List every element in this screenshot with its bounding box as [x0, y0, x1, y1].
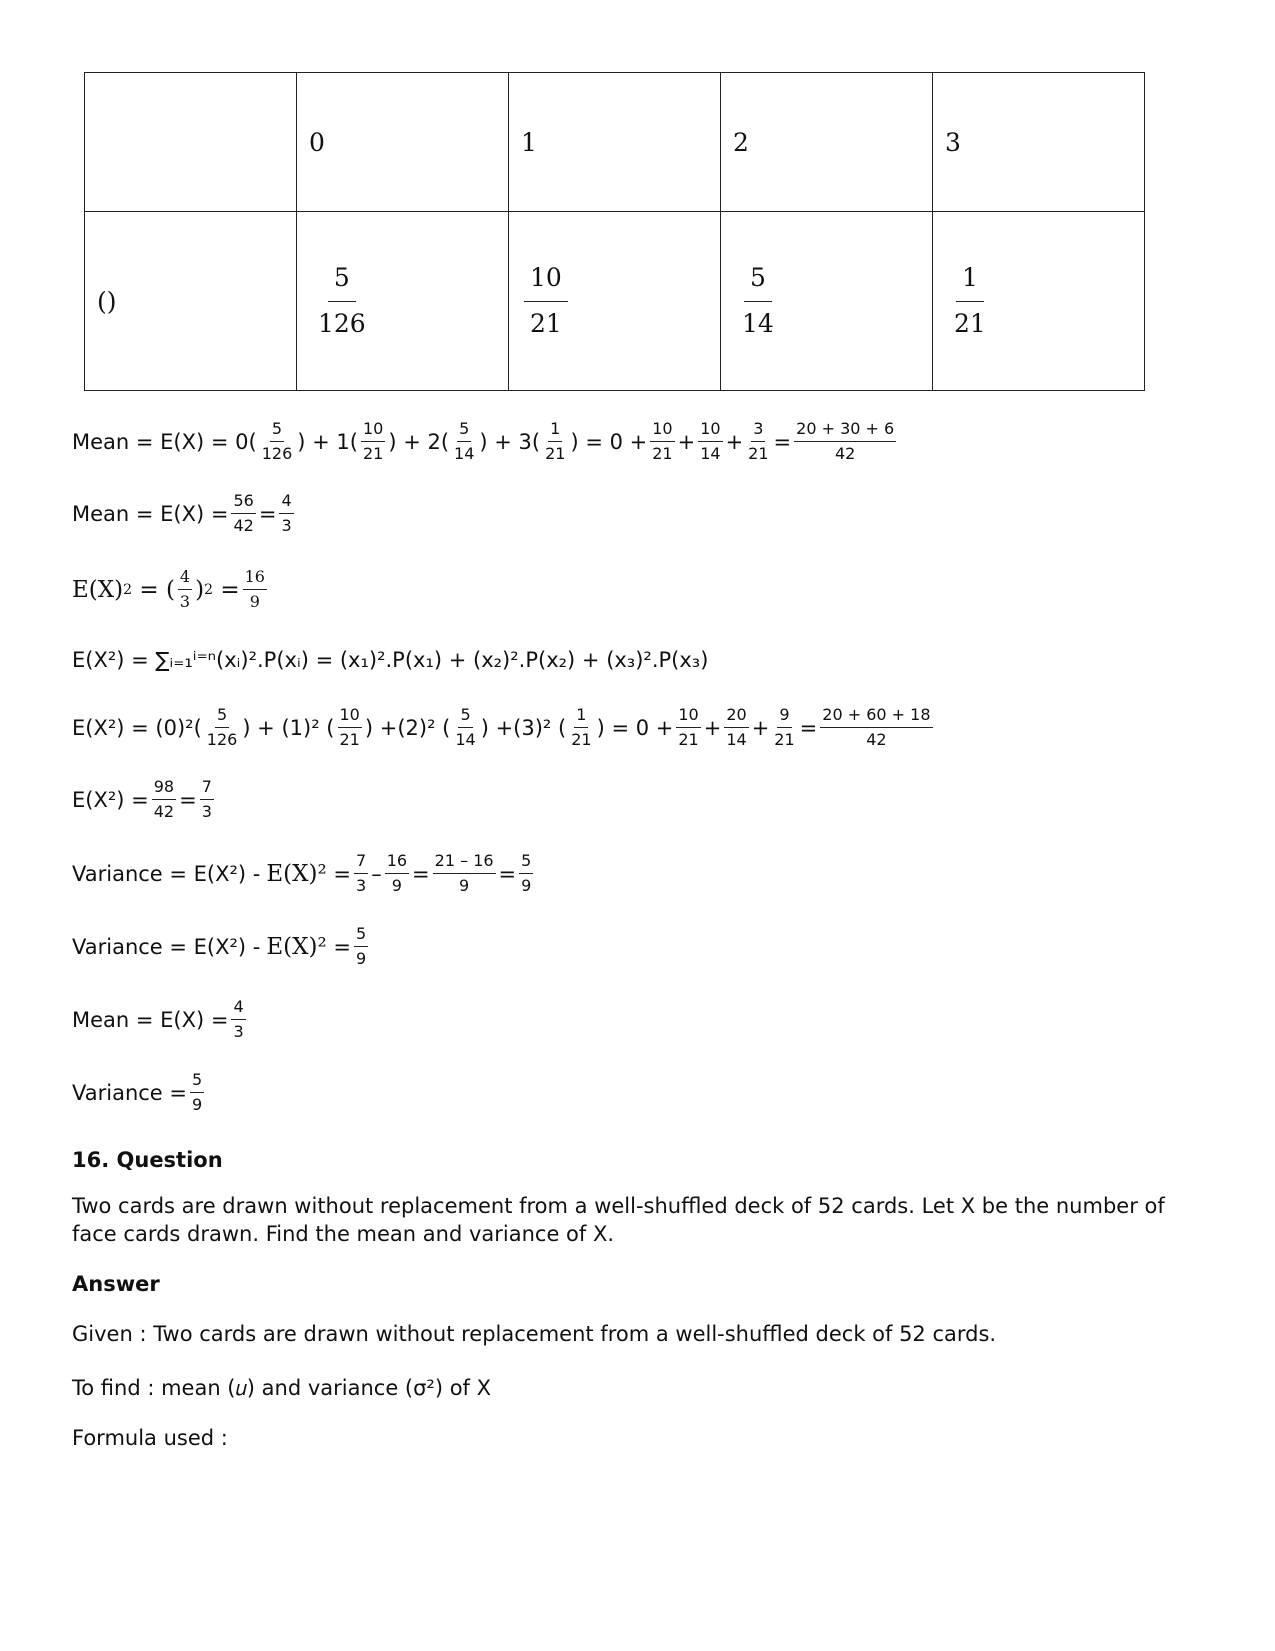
text: + — [725, 429, 744, 454]
formula-label: Formula used : — [72, 1426, 228, 1450]
fraction: $\frac{4}{3}$ — [281, 491, 292, 536]
text: Variance = E(X²) - — [72, 934, 261, 959]
fraction: $\frac{20 + 60 + 18}{42}$ — [822, 705, 931, 750]
text: = ( — [132, 576, 175, 603]
text: = — [773, 429, 792, 454]
fraction: $\frac{1}{21}$ — [571, 705, 592, 750]
fraction: $\frac{3}{21}$ — [748, 419, 769, 464]
table-cell: 0 — [297, 73, 509, 212]
mean-equation-1 — [72, 420, 899, 464]
fraction: $\frac{20 + 30 + 6}{42}$ — [796, 419, 895, 464]
text: E(X²) = ∑ᵢ₌₁ⁱ⁼ⁿ(xᵢ)².P(xᵢ) = (x₁)².P(x₁) + (x₂)².P(x₂) + (x₃)².P(x₃) — [72, 648, 709, 672]
fraction: $\frac{10}{21}$ — [652, 419, 673, 464]
text: Mean = E(X) = 0( — [72, 429, 257, 454]
fraction: $\frac{5}{126}$ — [318, 262, 366, 338]
fraction: $\frac{20}{14}$ — [726, 705, 747, 750]
text: = — [799, 715, 818, 740]
fraction: $\frac{16}{9}$ — [244, 567, 265, 612]
table-cell — [297, 212, 509, 391]
fraction: $\frac{5}{14}$ — [455, 705, 476, 750]
text: Variance = — [72, 1080, 187, 1105]
text: Mean = E(X) = — [72, 501, 229, 526]
text: + — [751, 715, 770, 740]
text: ) — [195, 576, 205, 603]
fraction: $\frac{5}{14}$ — [742, 262, 774, 338]
fraction: $\frac{10}{21}$ — [339, 705, 360, 750]
fraction: $\frac{4}{3}$ — [233, 997, 244, 1042]
fraction: $\frac{21 - 16}{9}$ — [434, 851, 494, 896]
fraction: $\frac{9}{21}$ — [774, 705, 795, 750]
fraction: $\frac{16}{9}$ — [386, 851, 408, 896]
fraction: $\frac{7}{3}$ — [356, 851, 367, 896]
fraction: $\frac{5}{9}$ — [192, 1070, 203, 1115]
text: E(X)² — [266, 933, 327, 960]
text: ) + 3( — [479, 429, 541, 454]
text: = — [412, 861, 430, 886]
text: ) +(3)² ( — [480, 715, 567, 740]
ex2-definition — [72, 648, 708, 672]
text: = — [326, 861, 351, 886]
question-heading: 16. Question — [72, 1148, 223, 1172]
variance-equation-2 — [72, 925, 371, 969]
text: 2 — [123, 581, 133, 598]
table-cell — [721, 212, 933, 391]
fraction: $\frac{10}{21}$ — [678, 705, 699, 750]
ex2-result — [72, 778, 217, 822]
table-cell: () — [85, 212, 297, 391]
fraction: $\frac{5}{9}$ — [521, 851, 532, 896]
table-cell — [509, 212, 721, 391]
fraction: $\frac{4}{3}$ — [179, 567, 191, 612]
to-find-text: To find : mean (𝑢) and variance (σ²) of X — [72, 1376, 492, 1400]
text: – — [371, 861, 382, 886]
text: E(X²) = — [72, 787, 149, 812]
mean-equation-2 — [72, 492, 297, 536]
text: = — [326, 934, 351, 959]
given-text: Given : Two cards are drawn without replacement from a well-shuffled deck of 52 cards. — [72, 1322, 997, 1346]
variance-result — [72, 1071, 207, 1115]
text: E(X) — [72, 576, 124, 603]
table-cell: 3 — [933, 73, 1145, 212]
fraction: $\frac{10}{21}$ — [362, 419, 384, 464]
table-row — [85, 212, 1145, 391]
probability-distribution-table — [84, 72, 1145, 391]
text: 2 — [204, 581, 214, 598]
text: ) + 2( — [388, 429, 450, 454]
fraction: $\frac{5}{9}$ — [356, 924, 367, 969]
text: E(X²) = (0)²( — [72, 715, 202, 740]
fraction: $\frac{10}{21}$ — [524, 264, 568, 339]
fraction: $\frac{1}{21}$ — [545, 419, 566, 464]
text: + — [703, 715, 722, 740]
table-cell — [85, 73, 297, 212]
fraction: $\frac{7}{3}$ — [201, 777, 212, 822]
table-cell: 2 — [721, 73, 933, 212]
text: E(X)² — [266, 860, 327, 887]
table-row — [85, 73, 1145, 212]
text: = — [498, 861, 517, 886]
text: Mean = E(X) = — [72, 1007, 229, 1032]
ex-squared-equation — [72, 568, 270, 612]
fraction: $\frac{5}{126}$ — [261, 419, 293, 464]
text: + — [677, 429, 696, 454]
mean-result — [72, 998, 249, 1042]
table-cell — [933, 212, 1145, 391]
fraction: $\frac{10}{14}$ — [700, 419, 721, 464]
text: = — [179, 787, 197, 812]
fraction: $\frac{98}{42}$ — [153, 777, 175, 822]
fraction: $\frac{5}{14}$ — [454, 419, 475, 464]
text: ) = 0 + — [570, 429, 648, 454]
text: ) +(2)² ( — [364, 715, 451, 740]
text: = — [213, 576, 240, 603]
variance-equation-1 — [72, 852, 536, 896]
fraction: $\frac{56}{42}$ — [233, 491, 254, 536]
text: ) + (1)² ( — [242, 715, 335, 740]
text: ) = 0 + — [596, 715, 674, 740]
text: Variance = E(X²) - — [72, 861, 261, 886]
fraction: $\frac{1}{21}$ — [954, 262, 986, 338]
question-text: Two cards are drawn without replacement from a well-shuffled deck of 52 cards. Let X be the number of face cards drawn. Find the mean and variance of X. — [72, 1194, 1165, 1246]
text: = — [258, 501, 277, 526]
answer-heading: Answer — [72, 1272, 160, 1296]
table-cell: 1 — [509, 73, 721, 212]
ex2-calculation — [72, 706, 936, 750]
fraction: $\frac{5}{126}$ — [206, 705, 238, 750]
text: ) + 1( — [297, 429, 358, 454]
